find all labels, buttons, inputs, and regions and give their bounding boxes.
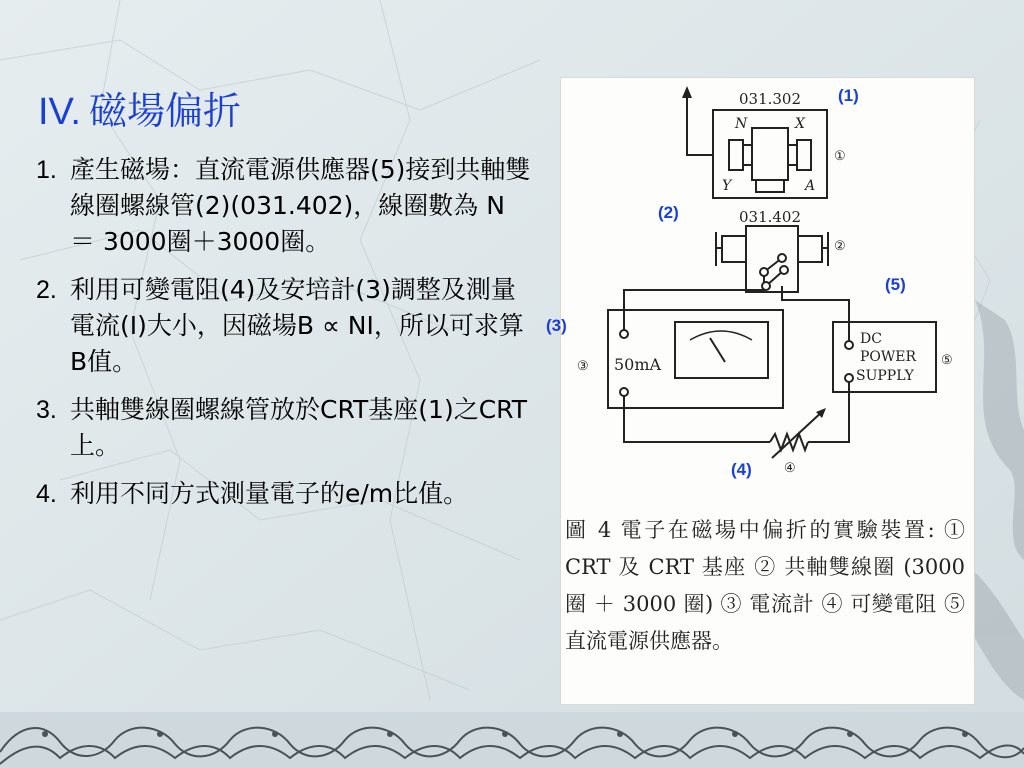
crt-coil-right bbox=[797, 140, 811, 170]
coil-box bbox=[746, 226, 798, 292]
meter-text: 50mA bbox=[614, 355, 662, 374]
circ-3: ③ bbox=[577, 359, 589, 374]
wave-border bbox=[0, 712, 1024, 768]
crt-code: 031.302 bbox=[738, 90, 802, 108]
label-2: (2) bbox=[658, 203, 679, 222]
circ-2: ② bbox=[834, 239, 846, 254]
label-4: (4) bbox=[731, 460, 752, 479]
pin-x: X bbox=[795, 116, 805, 132]
coil-code: 031.402 bbox=[738, 208, 802, 226]
bullet-number: 2. bbox=[36, 276, 57, 304]
crt-core bbox=[752, 128, 788, 180]
label-1: (1) bbox=[838, 86, 859, 105]
circ-4: ④ bbox=[784, 461, 796, 476]
circ-1: ① bbox=[834, 149, 846, 164]
figure-caption: 圖 4 電子在磁場中偏折的實驗裝置: ① CRT 及 CRT 基座 ② 共軸雙線圈 (3000 圈 ＋ 3000 圈) ③ 電流計 ④ 可變電阻 ⑤ 直流電源供應器。 bbox=[565, 518, 965, 653]
psu-line-2: POWER bbox=[860, 349, 917, 365]
bullet-text: 產生磁場：直流電源供應器(5)接到共軸雙線圈螺線管(2)(031.402)，線圈數為 N ＝ 3000圈＋3000圈。 bbox=[70, 155, 531, 256]
bullet-number: 1. bbox=[36, 156, 57, 184]
bullet-number: 3. bbox=[36, 396, 57, 424]
circ-5: ⑤ bbox=[941, 353, 953, 368]
crt-output-wire bbox=[687, 96, 713, 155]
label-5: (5) bbox=[885, 275, 906, 294]
bullet-text: 利用不同方式測量電子的e/m比值。 bbox=[70, 479, 469, 508]
bullet-text: 共軸雙線圈螺線管放於CRT基座(1)之CRT上。 bbox=[70, 395, 527, 460]
bullet-number: 4. bbox=[36, 480, 57, 508]
psu-line-1: DC bbox=[860, 331, 882, 347]
bullet-text: 利用可變電阻(4)及安培計(3)調整及測量電流(I)大小，因磁場B ∝ NI，所以可求算B值。 bbox=[70, 275, 524, 376]
title-numeral: IV. bbox=[38, 91, 81, 133]
title-text: 磁場偏折 bbox=[88, 89, 241, 133]
crt-coil-left bbox=[729, 140, 743, 170]
psu-line-3: SUPPLY bbox=[856, 368, 914, 384]
pin-a: A bbox=[805, 178, 816, 194]
label-3: (3) bbox=[546, 316, 567, 335]
pin-n: N bbox=[735, 116, 748, 132]
pin-y: Y bbox=[722, 178, 732, 194]
